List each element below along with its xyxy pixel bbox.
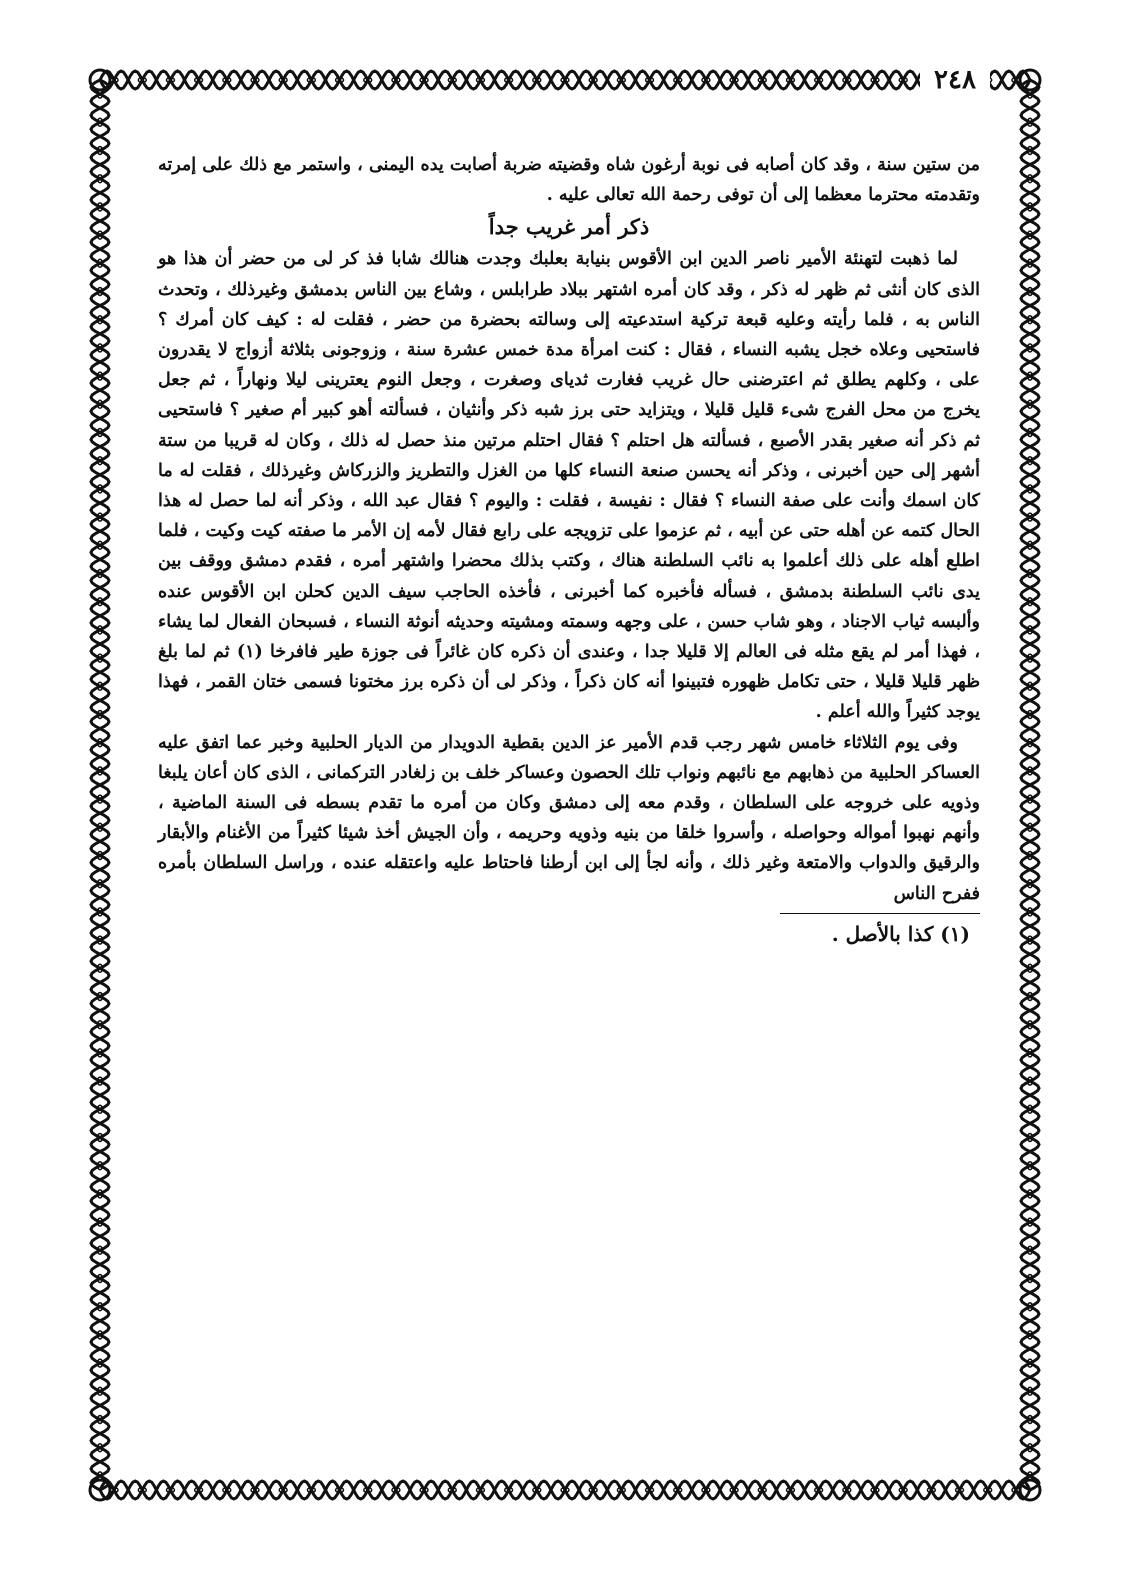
border-strand	[100, 71, 1030, 89]
footnote-rule	[780, 913, 980, 914]
border-strand	[1021, 80, 1039, 1490]
paragraph-rajab: وفى يوم الثلاثاء خامس شهر رجب قدم الأمير عز الدين بقطية الدويدار من الديار الحلبية وخبر عما اتفق عليه العساكر الحلبية من ذهابهم مع نائبهم ونواب تلك الحصون وعساكر خلف بن زلغادر التركمانى ، الذى كان أعان يلبغا وذويه على خروجه على السلطان ، وقدم معه إلى دمشق وكان من أمره ما تقدم بسطه فى السنة الماضية ، وأنهم نهبوا أمواله وحواصله ، وأسروا خلقا من بنيه وذويه وحريمه ، وأن الجيش أخذ شيئا كثيراً من الأغنام والأبقار والرقيق والدواب والامتعة وغير ذلك ، وأنه لجأ إلى ابن أرطنا فاحتاط عليه واعتقله عنده ، وراسل السلطان بأمره ففرح الناس	[158, 732, 980, 904]
border-strand	[100, 1481, 1030, 1499]
paragraph-story: لما ذهبت لتهنئة الأمير ناصر الدين ابن الأقوس بنيابة بعلبك وجدت هنالك شابا فذ كر لى من حضر أن هذا هو الذى كان أنثى ثم ظهر له ذكر ، وقد كان أمره اشتهر ببلاد طرابلس ، وشاع بين الناس بدمشق وغيرذلك ، وتحدث الناس به ، فلما رأيته وعليه قبعة تركية استدعيته إلى وسالته بحضرة من حضر ، فقلت له : كيف كان أمرك ؟ فاستحيى وعلاه خجل يشبه النساء ، فقال : كنت امرأة مدة خمس عشرة سنة ، وزوجونى بثلاثة أزواج لا يقدرون على ، وكلهم يطلق ثم اعترضنى حال غريب فغارت ثدياى وصغرت ، وجعل النوم يعترينى ليلا ونهاراً ، ثم جعل يخرج من محل الفرج شىء قليل قليلا ، ويتزايد حتى برز شبه ذكر وأنثيان ، فسألته أهو كبير أم صغير ؟ فاستحيى ثم ذكر أنه صغير بقدر الأصبع ، فسألته هل احتلم ؟ فقال احتلم مرتين منذ حصل له ذلك ، وكان له قريبا من ستة أشهر إلى حين أخبرنى ، وذكر أنه يحسن صنعة النساء كلها من الغزل والتطريز والزركاش وغيرذلك ، فقلت له ما كان اسمك وأنت على صفة النساء ؟ فقال : نفيسة ، فقلت : واليوم ؟ فقال عبد الله ، وذكر أنه لما حصل له هذا الحال كتمه عن أهله حتى عن أبيه ، ثم عزموا على تزويجه على رابع فقال لأمه إن الأمر ما صفته كيت وكيت ، فلما اطلع أهله على ذلك أعلموا به نائب السلطنة هناك ، وكتب بذلك محضرا واشتهر أمره ، فقدم دمشق ووقف بين يدى نائب السلطنة بدمشق ، فسأله فأخبره كما أخبرنى ، فأخذه الحاجب سيف الدين كحلن ابن الأقوس عنده وألبسه ثياب الاجناد ، وهو شاب حسن ، على وجهه وسمته ومشيته وحديثه أنوثة النساء ، فسبحان الفعال لما يشاء ، فهذا أمر لم يقع مثله فى العالم إلا قليلا جدا ، وعندى أن ذكره كان غائراً فى جوزة طير فافرخا (١) ثم لما بلغ ظهر قليلا قليلا ، حتى تكامل ظهوره فتبينوا أنه كان ذكراً ، وذكر لى أن ذكره برز مختونا فسمى ختان القمر ، فهذا يوجد كثيراً والله أعلم .	[158, 249, 980, 723]
footnote: (١) كذا بالأصل .	[831, 921, 970, 946]
section-heading: ذكر أمر غريب جداً	[488, 214, 650, 240]
text-body	[158, 150, 980, 1480]
page-number: ٢٤٨	[920, 60, 990, 100]
paragraph-continuation: من ستين سنة ، وقد كان أصابه فى نوبة أرغون شاه وقضيته ضربة أصابت يده اليمنى ، واستمر مع ذلك على إمرته وتقدمته محترما معظما إلى أن توفى رحمة الله تعالى عليه .	[158, 155, 980, 206]
border-strand	[91, 80, 109, 1490]
